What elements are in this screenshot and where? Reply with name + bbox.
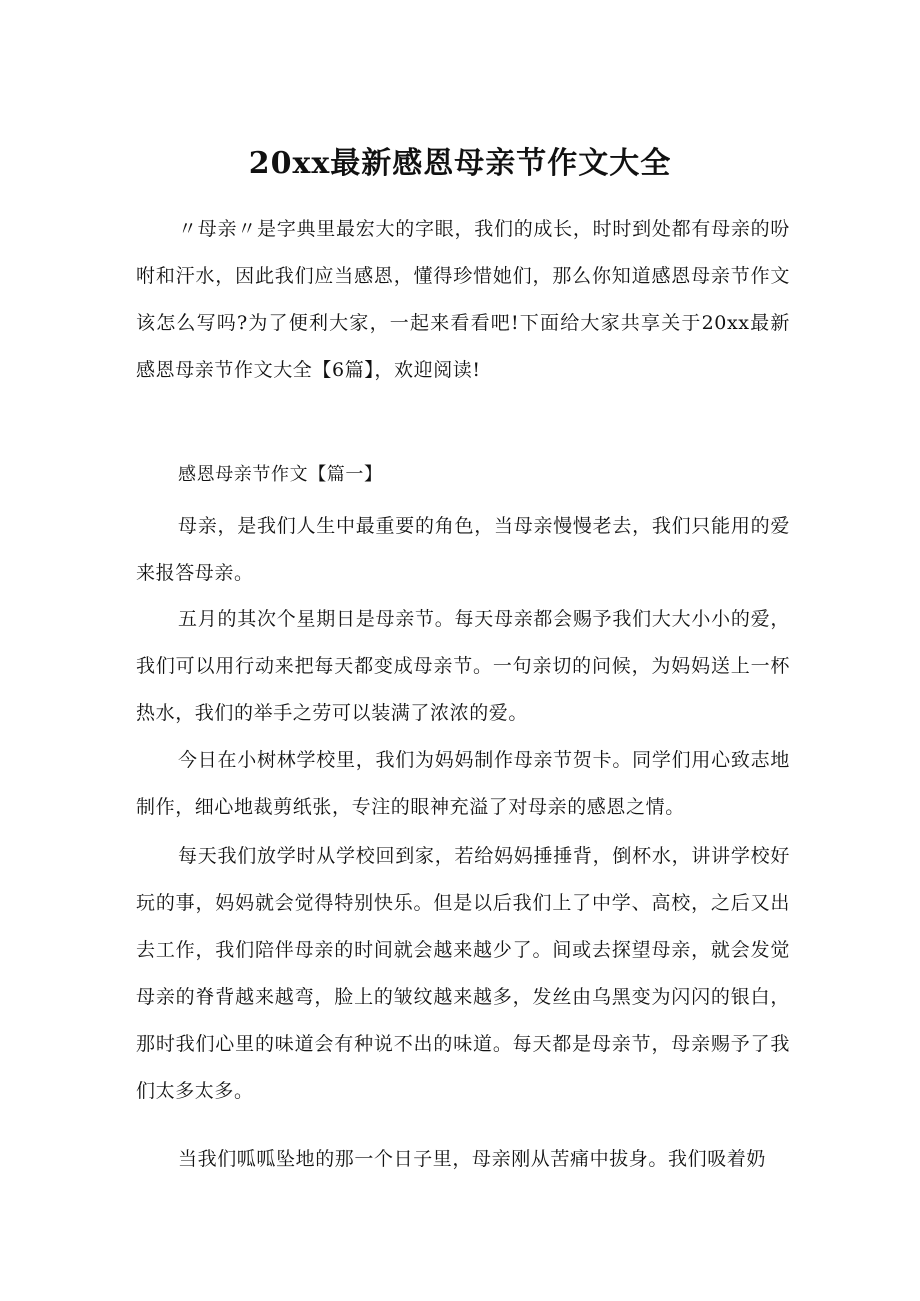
body-paragraph-5: 当我们呱呱坠地的那一个日子里，母亲刚从苦痛中拔身。我们吸着奶 bbox=[178, 1148, 767, 1170]
body-paragraph-3: 今日在小树林学校里，我们为妈妈制作母亲节贺卡。同学们用心致志地制作，细心地裁剪纸张，专注的眼神充溢了对母亲的感恩之情。 bbox=[136, 749, 790, 818]
body-paragraph-2: 五月的其次个星期日是母亲节。每天母亲都会赐予我们大大小小的爱，我们可以用行动来把每天都变成母亲节。一句亲切的问候，为妈妈送上一杯热水，我们的举手之劳可以装满了浓浓的爱。 bbox=[136, 608, 790, 724]
body-paragraph-4: 每天我们放学时从学校回到家，若给妈妈捶捶背，倒杯水，讲讲学校好玩的事，妈妈就会觉得特别快乐。但是以后我们上了中学、高校，之后又出去工作，我们陪伴母亲的时间就会越来越少了。间或去探望母亲，就会发觉母亲的脊背越来越弯，脸上的皱纹越来越多，发丝由乌黑变为闪闪的银白，那时我们心里的味道会有种说不出的味道。每天都是母亲节，母亲赐予了我们太多太多。 bbox=[136, 845, 790, 1102]
intro-paragraph: 〃母亲〃是字典里最宏大的字眼，我们的成长，时时到处都有母亲的吩咐和汗水，因此我们应当感恩，懂得珍惜她们，那么你知道感恩母亲节作文该怎么写吗?为了便利大家，一起来看看吧!下面给大家共享关于20xx最新感恩母亲节作文大全【6篇】，欢迎阅读! bbox=[136, 218, 790, 381]
section-heading: 感恩母亲节作文【篇一】 bbox=[178, 464, 383, 485]
body-paragraph-1: 母亲，是我们人生中最重要的角色，当母亲慢慢老去，我们只能用的爱来报答母亲。 bbox=[136, 515, 790, 584]
document-title: 20xx最新感恩母亲节作文大全 bbox=[248, 146, 672, 181]
